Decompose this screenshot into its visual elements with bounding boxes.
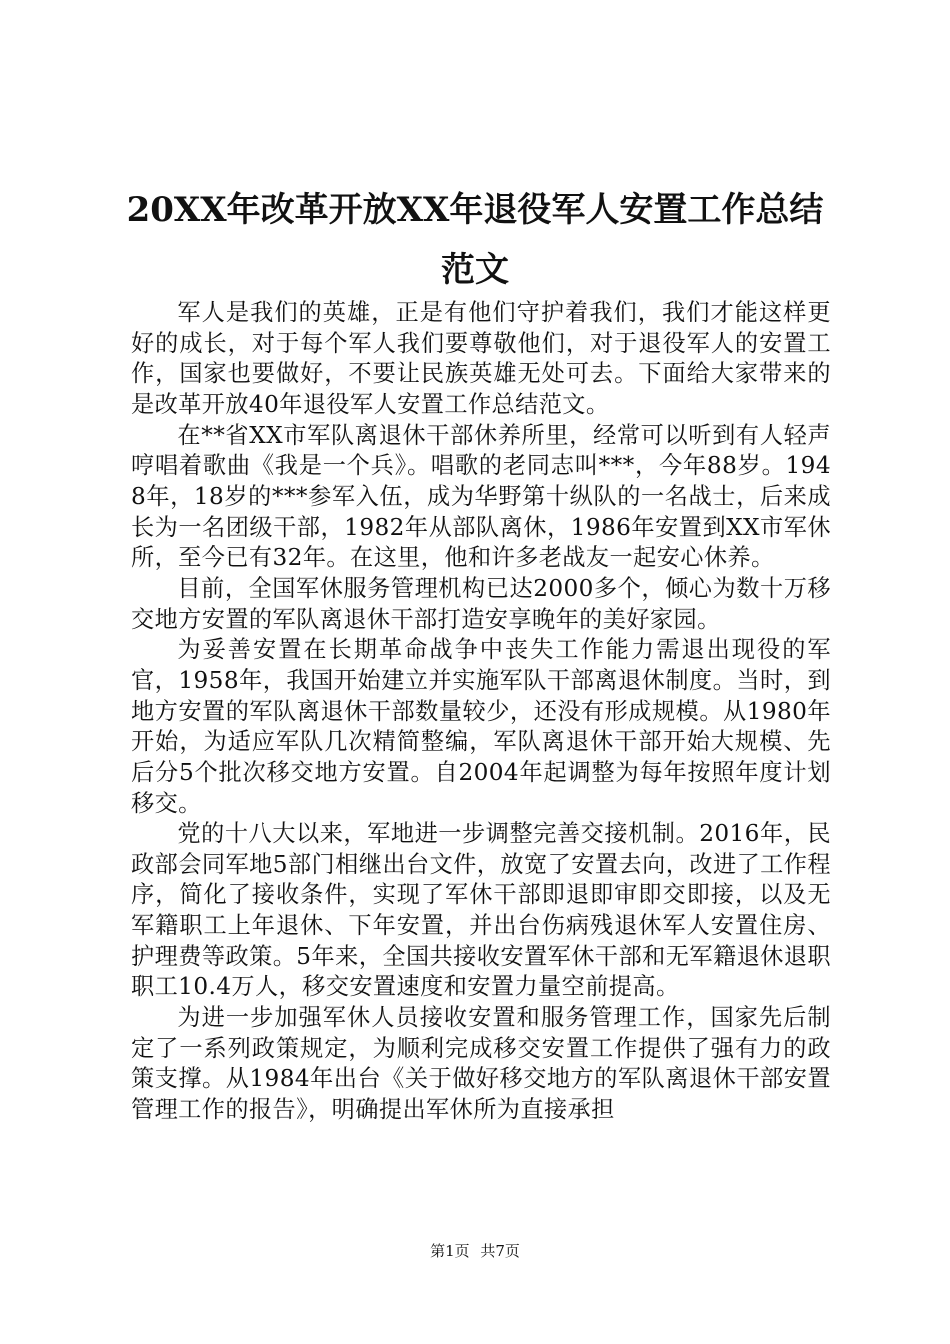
- paragraph: 为妥善安置在长期革命战争中丧失工作能力需退出现役的军官，1958年，我国开始建立并实施军队干部离退休制度。当时，到地方安置的军队离退休干部数量较少，还没有形成规模。从1980年开始，为适应军队几次精简整编，军队离退休干部开始大规模、先后分5个批次移交地方安置。自2004年起调整为每年按照年度计划移交。: [131, 636, 831, 817]
- page-number: 第1页: [430, 1242, 470, 1260]
- paragraph: 目前，全国军休服务管理机构已达2000多个，倾心为数十万移交地方安置的军队离退休干部打造安享晚年的美好家园。: [131, 574, 831, 633]
- paragraph: 为进一步加强军休人员接收安置和服务管理工作，国家先后制定了一系列政策规定，为顺利完成移交安置工作提供了强有力的政策支撑。从1984年出台《关于做好移交地方的军队离退休干部安置管理工作的报告》，明确提出军休所为直接承担: [131, 1004, 831, 1124]
- page-total: 共7页: [480, 1242, 520, 1260]
- document-body: [131, 298, 831, 1126]
- paragraph: 军人是我们的英雄，正是有他们守护着我们，我们才能这样更好的成长，对于每个军人我们要尊敬他们，对于退役军人的安置工作，国家也要做好，不要让民族英雄无处可去。下面给大家带来的是改革开放40年退役军人安置工作总结范文。: [131, 299, 831, 418]
- page-footer: [0, 1240, 950, 1262]
- document-title: 20XX年改革开放XX年退役军人安置工作总结范文: [126, 190, 824, 290]
- paragraph: 党的十八大以来，军地进一步调整完善交接机制。2016年，民政部会同军地5部门相继出台文件，放宽了安置去向，改进了工作程序，简化了接收条件，实现了军休干部即退即审即交即接，以及无军籍职工上年退休、下年安置，并出台伤病残退休军人安置住房、护理费等政策。5年来，全国共接收安置军休干部和无军籍退休退职职工10.4万人，移交安置速度和安置力量空前提高。: [131, 820, 831, 1001]
- paragraph: 在**省XX市军队离退休干部休养所里，经常可以听到有人轻声哼唱着歌曲《我是一个兵》。唱歌的老同志叫***，今年88岁。1948年，18岁的***参军入伍，成为华野第十纵队的一名战士，后来成长为一名团级干部，1982年从部队离休，1986年安置到XX市军休所，至今已有32年。在这里，他和许多老战友一起安心休养。: [131, 421, 831, 572]
